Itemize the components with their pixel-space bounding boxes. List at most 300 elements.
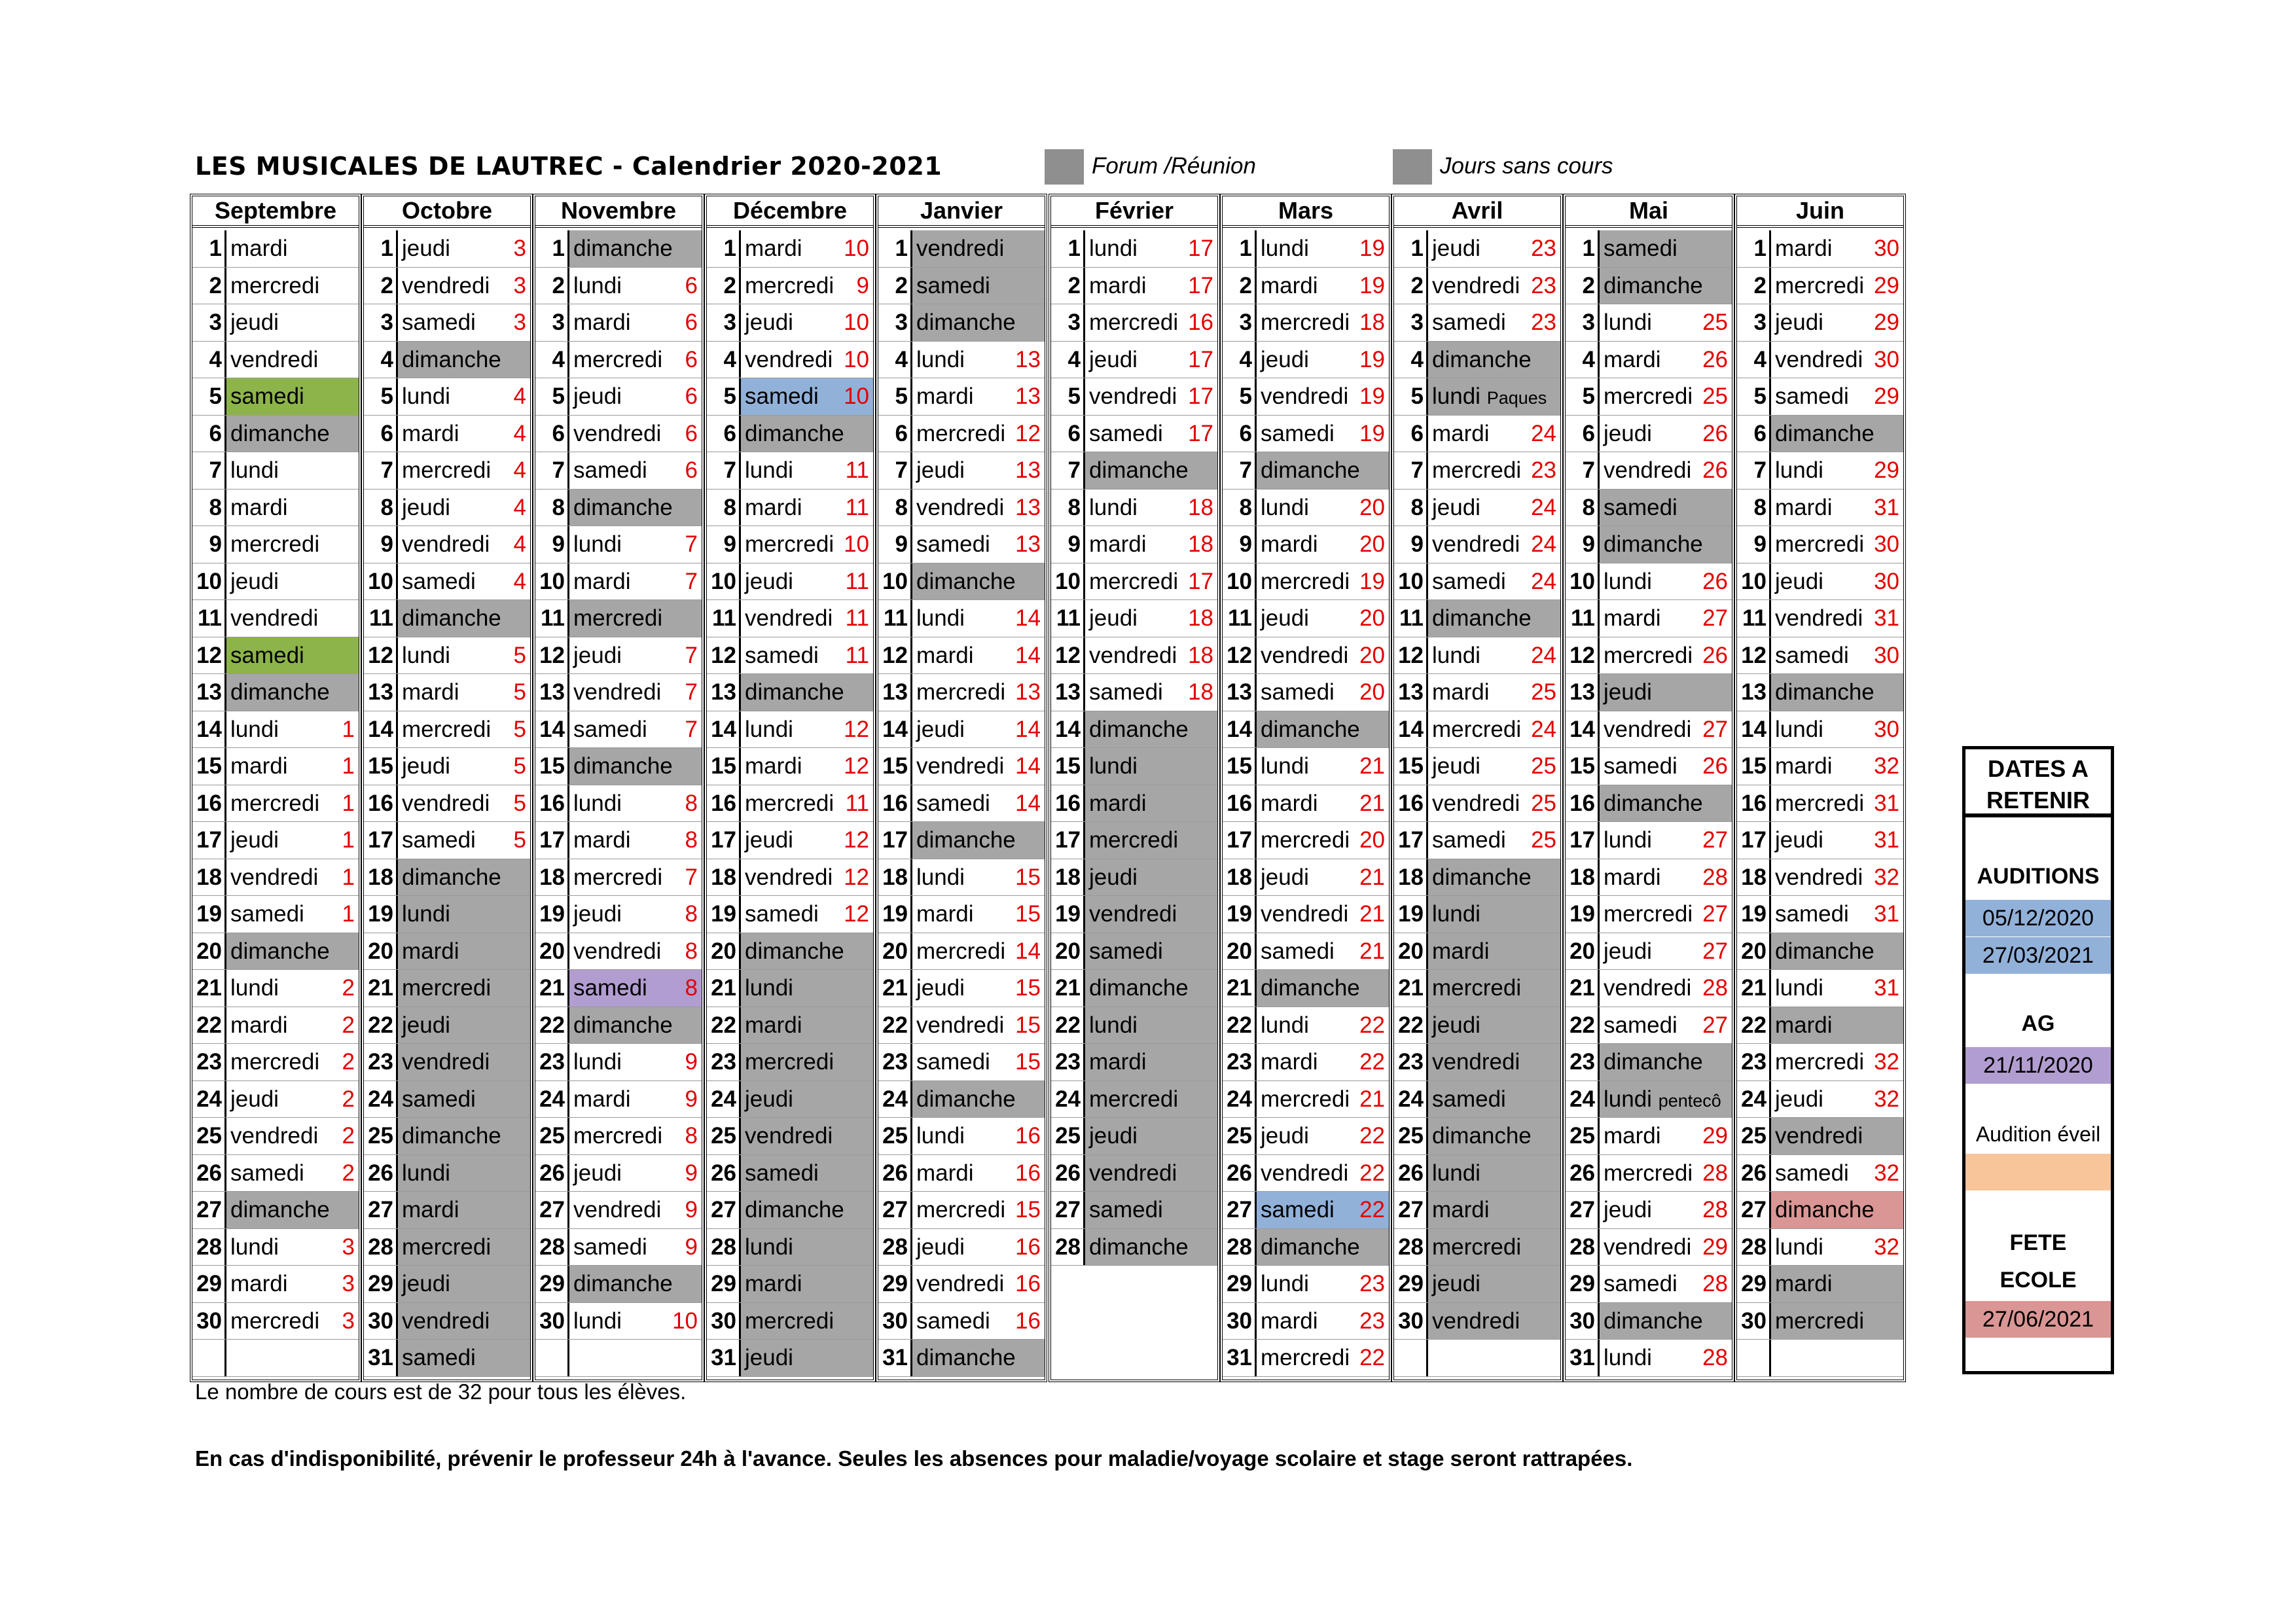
weekday-label	[402, 1266, 450, 1302]
weekday-text: dimanche	[1604, 272, 1703, 298]
day-number: 29	[1394, 1266, 1428, 1302]
weekday-label	[573, 1229, 647, 1266]
lesson-number: 18	[1188, 494, 1213, 520]
day-row	[1223, 230, 1389, 268]
day-cell	[1600, 1044, 1732, 1080]
day-number: 3	[192, 304, 226, 341]
lesson-number: 23	[1359, 1271, 1385, 1296]
weekday-label	[1775, 268, 1864, 304]
day-row	[364, 342, 530, 379]
month-column	[361, 194, 533, 1382]
day-cell	[1771, 342, 1903, 378]
lesson-number: 23	[1531, 236, 1556, 261]
day-cell	[912, 1303, 1045, 1340]
weekday-label	[1604, 1007, 1677, 1044]
day-row	[535, 1303, 702, 1340]
weekday-label	[1432, 1081, 1506, 1118]
day-number: 24	[1051, 1081, 1085, 1118]
weekday-text: lundi	[573, 531, 622, 557]
day-number: 14	[707, 711, 741, 748]
day-cell	[912, 1266, 1045, 1302]
day-cell	[398, 563, 530, 600]
weekday-text: dimanche	[745, 420, 844, 446]
day-number: 12	[1051, 637, 1085, 674]
note-absence-policy: En cas d'indisponibilité, prévenir le professeur 24h à l'avance. Seules les absences pour maladie/voyage scolaire et stage seront rattrapées.	[195, 1446, 1633, 1471]
weekday-text: dimanche	[573, 1271, 673, 1296]
day-number: 28	[364, 1229, 398, 1266]
weekday-text: mardi	[745, 494, 802, 520]
weekday-label	[1089, 748, 1138, 785]
weekday-label	[1261, 304, 1350, 341]
lesson-number: 11	[845, 494, 869, 520]
weekday-text: mercredi	[230, 272, 320, 298]
day-cell	[1085, 342, 1217, 378]
weekday-label	[916, 748, 1004, 785]
day-number: 16	[878, 785, 912, 822]
weekday-text: vendredi	[745, 864, 833, 890]
day-number: 23	[1051, 1044, 1085, 1080]
day-cell	[398, 1007, 530, 1044]
day-row	[1566, 1081, 1732, 1118]
weekday-label	[916, 1044, 990, 1080]
weekday-text: mardi	[402, 420, 459, 446]
day-cell	[741, 600, 873, 637]
day-number: 16	[1051, 785, 1085, 822]
weekday-label	[1604, 416, 1652, 452]
day-row	[1051, 859, 1217, 897]
weekday-label	[1089, 674, 1163, 711]
day-cell	[398, 748, 530, 785]
day-row	[535, 1266, 702, 1303]
day-cell	[1085, 933, 1217, 970]
day-cell	[1600, 1266, 1732, 1302]
weekday-text: samedi	[402, 568, 476, 594]
day-row	[364, 1192, 530, 1229]
day-cell	[1771, 1081, 1903, 1118]
day-number: 15	[1394, 748, 1428, 785]
weekday-text: dimanche	[1775, 420, 1874, 446]
weekday-text: dimanche	[745, 1197, 844, 1222]
day-number: 11	[192, 600, 226, 637]
day-row	[364, 1340, 530, 1377]
day-cell	[912, 896, 1045, 933]
month-column	[1220, 194, 1391, 1382]
day-cell	[1257, 785, 1389, 822]
weekday-text: jeudi	[1261, 605, 1309, 631]
day-row	[192, 1340, 359, 1377]
lesson-number: 18	[1188, 605, 1213, 631]
lesson-number: 22	[1359, 1012, 1385, 1038]
weekday-label	[1089, 637, 1177, 674]
day-number: 4	[535, 342, 569, 378]
day-number: 18	[1051, 859, 1085, 896]
day-number: 10	[364, 563, 398, 600]
day-cell	[1428, 1192, 1560, 1228]
lesson-number: 2	[342, 1086, 355, 1112]
day-row	[535, 378, 702, 416]
weekday-label	[573, 1007, 673, 1044]
weekday-label	[1261, 563, 1350, 600]
weekday-text: dimanche	[1261, 457, 1360, 483]
weekday-label	[1089, 933, 1163, 970]
day-row	[364, 1229, 530, 1266]
lesson-number: 7	[685, 679, 698, 705]
weekday-label	[230, 268, 319, 304]
weekday-text: samedi	[402, 827, 476, 853]
day-cell	[1085, 1229, 1217, 1266]
weekday-label	[1089, 711, 1189, 748]
lesson-number: 21	[1359, 864, 1385, 890]
day-row	[364, 230, 530, 268]
month-header: Avril	[1394, 196, 1560, 228]
day-row	[192, 1303, 359, 1340]
weekday-text: dimanche	[1775, 679, 1874, 705]
weekday-text: jeudi	[402, 753, 450, 779]
day-number: 1	[1737, 230, 1771, 267]
weekday-text: mardi	[1775, 1271, 1833, 1296]
weekday-label	[1432, 230, 1480, 267]
day-row	[1051, 378, 1217, 416]
weekday-text: samedi	[230, 901, 304, 927]
lesson-number: 5	[513, 679, 526, 705]
day-number: 22	[1223, 1007, 1257, 1044]
day-row	[1394, 268, 1560, 305]
day-number: 25	[1051, 1118, 1085, 1154]
day-row	[878, 1118, 1045, 1155]
weekday-text: lundi	[1775, 457, 1823, 483]
weekday-label	[573, 896, 622, 933]
weekday-label	[745, 563, 793, 600]
day-number: 31	[878, 1340, 912, 1376]
day-cell	[1600, 637, 1732, 674]
day-row	[878, 1192, 1045, 1229]
day-cell	[1428, 896, 1560, 933]
day-row	[1394, 637, 1560, 675]
day-cell	[1771, 230, 1903, 267]
day-number: 19	[192, 896, 226, 933]
weekday-label	[1775, 342, 1863, 378]
weekday-text: dimanche	[230, 420, 330, 446]
weekday-label	[1261, 637, 1348, 674]
day-row	[1566, 674, 1732, 711]
weekday-label	[573, 230, 673, 267]
day-number: 9	[192, 526, 226, 563]
weekday-label	[1604, 304, 1652, 341]
day-cell	[226, 268, 359, 304]
weekday-text: lundi	[573, 790, 622, 816]
weekday-label	[1775, 490, 1833, 526]
day-row	[1737, 490, 1903, 527]
weekday-text: vendredi	[745, 605, 833, 631]
day-number: 24	[192, 1081, 226, 1118]
day-row	[1566, 859, 1732, 897]
day-cell	[1085, 304, 1217, 341]
day-cell	[1600, 452, 1732, 489]
weekday-label	[1261, 822, 1350, 859]
weekday-text: lundi	[1089, 1012, 1138, 1038]
lesson-number: 6	[685, 272, 698, 298]
day-number: 25	[1737, 1118, 1771, 1154]
weekday-label	[745, 416, 844, 452]
auditions-date-1: 05/12/2020	[1965, 900, 2111, 936]
day-cell	[569, 452, 702, 489]
day-row	[1737, 1303, 1903, 1340]
day-number: 13	[707, 674, 741, 711]
day-cell	[912, 822, 1045, 859]
weekday-label	[916, 711, 965, 748]
day-cell	[741, 1044, 873, 1080]
day-cell	[1257, 563, 1389, 600]
day-number: 12	[364, 637, 398, 674]
weekday-text: jeudi	[1261, 1123, 1309, 1149]
weekday-text: lundi	[1432, 1160, 1480, 1186]
day-row	[1566, 490, 1732, 527]
weekday-label	[573, 674, 661, 711]
weekday-label	[1604, 748, 1677, 785]
weekday-label	[1432, 637, 1480, 674]
day-number: 1	[1394, 230, 1428, 267]
lesson-number: 22	[1359, 1160, 1385, 1186]
lesson-number: 32	[1874, 753, 1899, 779]
weekday-label	[573, 970, 647, 1007]
weekday-text: samedi	[1604, 494, 1677, 520]
day-number: 27	[192, 1192, 226, 1228]
weekday-label	[230, 822, 279, 859]
weekday-text: vendredi	[1261, 383, 1349, 409]
day-cell	[1257, 1081, 1389, 1118]
day-number: 15	[364, 748, 398, 785]
day-cell	[741, 416, 873, 452]
weekday-text: vendredi	[745, 1123, 833, 1149]
weekday-text: mercredi	[745, 272, 834, 298]
lesson-number: 11	[845, 642, 869, 668]
day-number: 23	[1737, 1044, 1771, 1080]
day-cell	[398, 1081, 530, 1118]
day-cell	[569, 563, 702, 600]
day-cell	[1257, 1155, 1389, 1192]
day-cell	[1771, 304, 1903, 341]
day-row	[1223, 822, 1389, 859]
day-row	[1051, 1192, 1217, 1229]
weekday-text: lundi	[916, 346, 965, 372]
weekday-label	[230, 304, 279, 341]
day-number: 13	[192, 674, 226, 711]
day-number: 9	[1394, 526, 1428, 563]
weekday-text: mardi	[402, 1197, 459, 1222]
day-number: 10	[192, 563, 226, 600]
lesson-number: 22	[1359, 1123, 1385, 1149]
weekday-text: lundi	[1604, 568, 1652, 594]
weekday-text: samedi	[1261, 938, 1335, 964]
day-row	[364, 822, 530, 859]
weekday-text: mercredi	[1775, 272, 1865, 298]
day-cell	[912, 1155, 1045, 1192]
weekday-text: dimanche	[573, 1012, 673, 1038]
day-row	[364, 970, 530, 1007]
day-cell	[1257, 1340, 1389, 1376]
weekday-text: jeudi	[1089, 605, 1138, 631]
weekday-label	[402, 822, 476, 859]
weekday-label	[402, 711, 491, 748]
day-cell	[1600, 859, 1732, 896]
day-number: 26	[364, 1155, 398, 1192]
lesson-number: 20	[1359, 531, 1385, 557]
day-row	[1566, 600, 1732, 637]
day-number: 24	[1394, 1081, 1428, 1118]
day-row	[1051, 933, 1217, 971]
day-cell	[1257, 1192, 1389, 1228]
day-number: 14	[1051, 711, 1085, 748]
lesson-number: 28	[1702, 1160, 1728, 1186]
weekday-label	[1261, 748, 1309, 785]
weekday-label	[1775, 1118, 1863, 1154]
weekday-text: jeudi	[1604, 1197, 1652, 1222]
day-cell	[1257, 452, 1389, 489]
weekday-label	[1261, 1007, 1309, 1044]
day-number: 19	[1737, 896, 1771, 933]
day-cell	[1600, 674, 1732, 711]
weekday-text: jeudi	[1775, 827, 1823, 853]
month-header: Juin	[1737, 196, 1903, 228]
weekday-text: mardi	[745, 1012, 802, 1038]
month-column	[533, 194, 704, 1382]
day-cell	[226, 600, 359, 637]
weekday-label	[1261, 859, 1309, 896]
weekday-text: mardi	[1775, 236, 1833, 261]
weekday-label	[573, 859, 662, 896]
day-number: 1	[707, 230, 741, 267]
day-row	[1051, 600, 1217, 637]
day-row	[364, 526, 530, 563]
day-row	[535, 416, 702, 453]
weekday-label	[1775, 785, 1864, 822]
day-number: 27	[535, 1192, 569, 1228]
weekday-label	[230, 896, 304, 933]
weekday-text: dimanche	[573, 236, 673, 261]
weekday-label	[1604, 822, 1652, 859]
weekday-text: vendredi	[916, 236, 1005, 261]
day-number: 21	[707, 970, 741, 1007]
weekday-text: vendredi	[1432, 790, 1520, 816]
lesson-number: 6	[685, 310, 698, 335]
weekday-label	[916, 600, 965, 637]
weekday-text: samedi	[745, 1160, 819, 1186]
weekday-label	[916, 563, 1016, 600]
lesson-number: 28	[1702, 864, 1728, 890]
auditions-label: AUDITIONS	[1977, 864, 2100, 889]
day-row	[878, 933, 1045, 971]
day-row	[192, 416, 359, 453]
weekday-text: samedi	[1775, 901, 1849, 927]
day-cell	[1428, 1007, 1560, 1044]
day-cell	[1085, 268, 1217, 304]
weekday-text: mardi	[1261, 1308, 1318, 1334]
day-row	[192, 1118, 359, 1155]
lesson-number: 12	[844, 827, 869, 853]
lesson-number: 24	[1531, 642, 1556, 668]
day-cell	[569, 748, 702, 785]
day-number: 19	[1223, 896, 1257, 933]
day-row	[707, 1266, 873, 1303]
weekday-text: samedi	[745, 642, 819, 668]
weekday-label	[1775, 452, 1823, 489]
day-number: 3	[878, 304, 912, 341]
day-row	[1223, 748, 1389, 785]
weekday-text: mardi	[745, 236, 802, 261]
lesson-number: 21	[1359, 938, 1385, 964]
weekday-label	[745, 600, 833, 637]
day-row	[707, 268, 873, 305]
day-row	[878, 1081, 1045, 1118]
day-number: 18	[1737, 859, 1771, 896]
weekday-label	[1261, 230, 1309, 267]
day-number: 30	[364, 1303, 398, 1340]
weekday-label	[745, 1192, 844, 1228]
lesson-number: 1	[342, 864, 355, 890]
weekday-text: vendredi	[1432, 1049, 1520, 1075]
weekday-label	[1089, 1155, 1177, 1192]
day-cell	[398, 1192, 530, 1228]
weekday-text: dimanche	[916, 827, 1016, 853]
weekday-label	[1089, 1229, 1189, 1266]
day-number: 31	[707, 1340, 741, 1376]
day-number: 9	[878, 526, 912, 563]
day-cell	[1257, 970, 1389, 1007]
day-row	[535, 859, 702, 897]
weekday-label	[1432, 822, 1506, 859]
weekday-text: mercredi	[230, 1308, 320, 1334]
weekday-text: dimanche	[1432, 605, 1532, 631]
weekday-text: lundi	[573, 272, 622, 298]
day-cell	[912, 1081, 1045, 1118]
day-row	[364, 933, 530, 971]
day-number: 18	[535, 859, 569, 896]
day-row	[192, 1044, 359, 1081]
lesson-number: 7	[685, 568, 698, 594]
day-row	[364, 637, 530, 675]
lesson-number: 15	[1015, 864, 1041, 890]
weekday-text: mardi	[916, 901, 974, 927]
day-row	[878, 230, 1045, 268]
day-number: 22	[707, 1007, 741, 1044]
day-row	[878, 637, 1045, 675]
day-row	[1394, 1266, 1560, 1303]
day-cell	[1600, 1340, 1732, 1376]
day-row	[1737, 1155, 1903, 1192]
day-number: 7	[1223, 452, 1257, 489]
weekday-label	[1089, 600, 1138, 637]
day-number: 16	[707, 785, 741, 822]
weekday-label	[230, 526, 319, 563]
day-row	[1566, 748, 1732, 785]
dates-to-remember-panel	[1962, 746, 2114, 1374]
lesson-number: 5	[513, 790, 526, 816]
day-cell	[912, 268, 1045, 304]
day-cell	[1428, 1044, 1560, 1080]
lesson-number: 23	[1531, 272, 1556, 298]
weekday-text: lundi	[402, 1160, 450, 1186]
weekday-label	[1775, 1229, 1823, 1266]
day-cell	[1771, 600, 1903, 637]
weekday-label	[230, 711, 279, 748]
day-row	[1737, 933, 1903, 971]
lesson-number: 1	[342, 790, 355, 816]
weekday-label	[1432, 1266, 1480, 1302]
day-number: 11	[535, 600, 569, 637]
lesson-number: 15	[1015, 1197, 1041, 1222]
weekday-text: jeudi	[1604, 420, 1652, 446]
day-cell	[1771, 1229, 1903, 1266]
